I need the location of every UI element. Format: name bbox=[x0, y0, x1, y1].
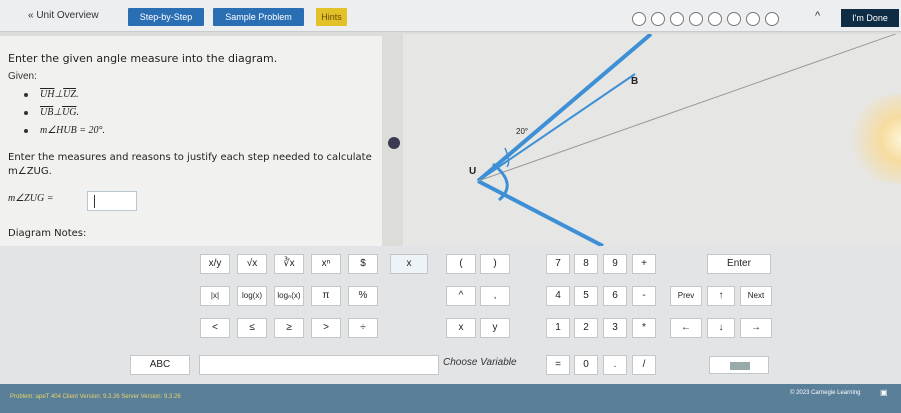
log-base-key[interactable]: logₙ(x) bbox=[274, 286, 304, 306]
collapse-panel-button[interactable] bbox=[388, 137, 400, 149]
prev-key[interactable]: Prev bbox=[670, 286, 702, 306]
key-4[interactable]: 4 bbox=[546, 286, 570, 306]
chevron-up-icon[interactable]: ^ bbox=[815, 10, 821, 22]
progress-dot bbox=[689, 12, 703, 26]
less-equal-key[interactable]: ≤ bbox=[237, 318, 267, 338]
arrow-left-key[interactable]: ← bbox=[670, 318, 702, 338]
choose-variable-label[interactable]: Choose Variable bbox=[443, 357, 517, 368]
progress-dot bbox=[765, 12, 779, 26]
decimal-key[interactable]: . bbox=[603, 355, 627, 375]
ray-ub[interactable] bbox=[478, 74, 635, 181]
minus-key[interactable]: - bbox=[632, 286, 656, 306]
greater-than-key[interactable]: > bbox=[311, 318, 341, 338]
variable-x-key[interactable]: x bbox=[446, 318, 476, 338]
ray-down[interactable] bbox=[478, 181, 603, 246]
given-item: $\overline{UH}\perp\overline{UZ}$. bbox=[40, 88, 105, 106]
pi-key[interactable]: π bbox=[311, 286, 341, 306]
arrow-up-key[interactable]: ↑ bbox=[707, 286, 735, 306]
progress-dot bbox=[651, 12, 665, 26]
label-b: B bbox=[631, 76, 639, 87]
key-1[interactable]: 1 bbox=[546, 318, 570, 338]
arrow-down-key[interactable]: ↓ bbox=[707, 318, 735, 338]
given-label: Given: bbox=[8, 71, 37, 82]
given-list bbox=[40, 88, 105, 142]
math-keypad bbox=[0, 246, 901, 384]
progress-dot bbox=[746, 12, 760, 26]
unit-overview-link[interactable]: « Unit Overview bbox=[28, 10, 99, 21]
given-item: $\overline{UB}\perp\overline{UG}$. bbox=[40, 106, 105, 124]
fraction-key[interactable]: x/y bbox=[200, 254, 230, 274]
nth-root-key[interactable]: ∛x bbox=[274, 254, 304, 274]
instruction-text: Enter the measures and reasons to justify each step needed to calculate m∠ZUG. bbox=[8, 152, 372, 177]
ray-right[interactable] bbox=[478, 34, 901, 181]
version-text: Problem: apeT 404 Client Version: 9.3.26 Server Version: 9.3.26 bbox=[10, 394, 181, 400]
ray-up[interactable] bbox=[478, 34, 651, 181]
sqrt-key[interactable]: √x bbox=[237, 254, 267, 274]
key-2[interactable]: 2 bbox=[574, 318, 598, 338]
progress-indicator bbox=[632, 12, 779, 26]
progress-dot bbox=[727, 12, 741, 26]
slash-key[interactable]: / bbox=[632, 355, 656, 375]
key-7[interactable]: 7 bbox=[546, 254, 570, 274]
less-than-key[interactable]: < bbox=[200, 318, 230, 338]
key-8[interactable]: 8 bbox=[574, 254, 598, 274]
copyright-text: © 2023 Carnegie Learning bbox=[790, 390, 861, 396]
variable-y-key[interactable]: y bbox=[480, 318, 510, 338]
key-5[interactable]: 5 bbox=[574, 286, 598, 306]
enter-key[interactable]: Enter bbox=[707, 254, 771, 274]
key-6[interactable]: 6 bbox=[603, 286, 627, 306]
text-cursor bbox=[94, 195, 95, 208]
abc-key[interactable]: ABC bbox=[130, 355, 190, 375]
progress-dot bbox=[708, 12, 722, 26]
given-item: m∠HUB = 20°. bbox=[40, 124, 105, 142]
backspace-key[interactable]: x bbox=[390, 254, 428, 274]
answer-input[interactable] bbox=[87, 191, 137, 211]
sample-problem-button[interactable]: Sample Problem bbox=[213, 8, 304, 26]
key-3[interactable]: 3 bbox=[603, 318, 627, 338]
keyboard-toggle-button[interactable] bbox=[709, 356, 769, 374]
comma-key[interactable]: , bbox=[480, 286, 510, 306]
equals-key[interactable]: = bbox=[546, 355, 570, 375]
hints-button[interactable]: Hints bbox=[316, 8, 347, 26]
diagram-notes-label: Diagram Notes: bbox=[8, 228, 87, 239]
percent-key[interactable]: % bbox=[348, 286, 378, 306]
divide-key[interactable]: ÷ bbox=[348, 318, 378, 338]
carnegie-logo-icon: ▣ bbox=[880, 388, 888, 397]
abs-value-key[interactable]: |x| bbox=[200, 286, 230, 306]
open-paren-key[interactable]: ( bbox=[446, 254, 476, 274]
arrow-right-key[interactable]: → bbox=[740, 318, 772, 338]
caret-key[interactable]: ^ bbox=[446, 286, 476, 306]
angle-diagram bbox=[403, 34, 901, 246]
exponent-key[interactable]: xⁿ bbox=[311, 254, 341, 274]
key-9[interactable]: 9 bbox=[603, 254, 627, 274]
angle-label: 20° bbox=[516, 127, 529, 136]
top-bar bbox=[0, 0, 901, 32]
diagram-svg bbox=[403, 34, 901, 246]
step-by-step-button[interactable]: Step-by-Step bbox=[128, 8, 204, 26]
problem-panel bbox=[0, 36, 382, 248]
greater-equal-key[interactable]: ≥ bbox=[274, 318, 304, 338]
footer bbox=[0, 384, 901, 413]
answer-label: m∠ZUG = bbox=[8, 193, 54, 204]
keyboard-icon bbox=[730, 362, 750, 370]
label-u: U bbox=[469, 166, 477, 177]
progress-dot bbox=[632, 12, 646, 26]
dollar-key[interactable]: $ bbox=[348, 254, 378, 274]
plus-key[interactable]: + bbox=[632, 254, 656, 274]
close-paren-key[interactable]: ) bbox=[480, 254, 510, 274]
next-key[interactable]: Next bbox=[740, 286, 772, 306]
progress-dot bbox=[670, 12, 684, 26]
variable-field[interactable] bbox=[199, 355, 439, 375]
problem-title: Enter the given angle measure into the diagram. bbox=[8, 52, 278, 65]
key-0[interactable]: 0 bbox=[574, 355, 598, 375]
done-button[interactable]: I'm Done bbox=[841, 9, 899, 27]
log-key[interactable]: log(x) bbox=[237, 286, 267, 306]
multiply-key[interactable]: * bbox=[632, 318, 656, 338]
